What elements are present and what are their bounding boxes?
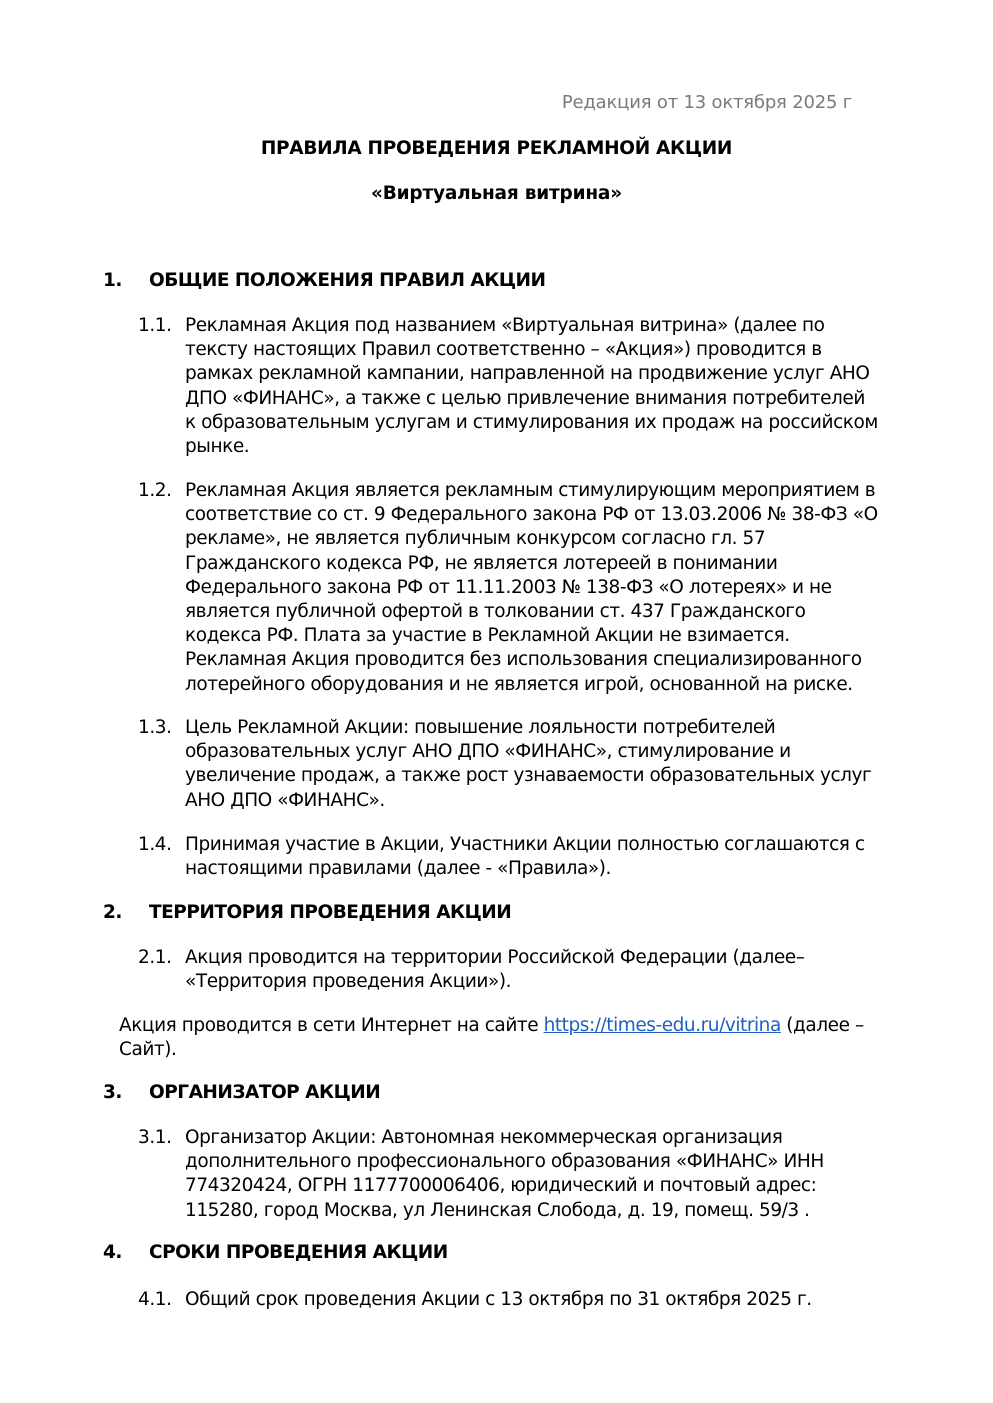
- section-number: 2.: [103, 902, 122, 923]
- clause-text: Рекламная Акция является рекламным стимулирующим мероприятием в соответствие со ст. 9 Федерального закона РФ от 13.03.2006 № 38-ФЗ «О рекламе», не является публичным конкурсом согласно гл. 57 Гражданского кодекса РФ, не является лотереей в понимании Федерального закона РФ от 11.11.2003 № 138-ФЗ «О лотереях» и не является публичной офертой в толковании ст. 437 Гражданского кодекса РФ. Плата за участие в Рекламной Акции не взимается. Рекламная Акция проводится без использования специализированного лотерейного оборудования и не является игрой, основанной на риске.: [185, 480, 878, 695]
- site-paragraph-text-after: (далее – Сайт).: [119, 1015, 864, 1061]
- section-heading-1: [103, 270, 545, 291]
- clause-text: Акция проводится на территории Российской Федерации (далее– «Территория проведения Акции»).: [185, 947, 805, 993]
- document-subtitle: «Виртуальная витрина»: [371, 183, 622, 204]
- clause-text: Организатор Акции: Автономная некоммерческая организация дополнительного профессионального образования «ФИНАНС» ИНН 774320424, ОГРН 1177700006406, юридический и почтовый адрес: 115280, город Москва, ул Ленинская Слобода, д. 19, помещ. 59/3 .: [185, 1127, 824, 1221]
- document-title: ПРАВИЛА ПРОВЕДЕНИЯ РЕКЛАМНОЙ АКЦИИ: [260, 138, 733, 159]
- site-link[interactable]: https://times-edu.ru/vitrina: [543, 1015, 781, 1036]
- clause-1-2: [138, 479, 878, 697]
- clause-1-3: [138, 716, 878, 813]
- clause-3-1: [138, 1126, 878, 1223]
- clause-number: 3.1.: [138, 1127, 172, 1148]
- section-heading-3: [103, 1082, 380, 1103]
- clause-text: Рекламная Акция под названием «Виртуальная витрина» (далее по тексту настоящих Правил соответственно – «Акция») проводится в рамках рекламной кампании, направленной на продвижение услуг АНО ДПО «ФИНАНС», а также с целью привлечение внимания потребителей к образовательным услугам и стимулирования их продаж на российском рынке.: [185, 315, 878, 458]
- section-number: 4.: [103, 1242, 122, 1263]
- section-title: ОБЩИЕ ПОЛОЖЕНИЯ ПРАВИЛ АКЦИИ: [149, 270, 546, 291]
- clause-text: Принимая участие в Акции, Участники Акции полностью соглашаются с настоящими правилами (далее - «Правила»).: [185, 834, 865, 880]
- section-number: 3.: [103, 1082, 122, 1103]
- clause-text: Цель Рекламной Акции: повышение лояльности потребителей образовательных услуг АНО ДПО «ФИНАНС», стимулирование и увеличение продаж, а также рост узнаваемости образовательных услуг АНО ДПО «ФИНАНС».: [185, 717, 872, 811]
- clause-number: 1.4.: [138, 834, 172, 855]
- section-title: ОРГАНИЗАТОР АКЦИИ: [149, 1082, 381, 1103]
- clause-number: 4.1.: [138, 1289, 172, 1310]
- edition-date: Редакция от 13 октября 2025 г: [561, 92, 852, 113]
- clause-text: Общий срок проведения Акции с 13 октября по 31 октября 2025 г.: [185, 1289, 812, 1310]
- section-title: СРОКИ ПРОВЕДЕНИЯ АКЦИИ: [149, 1242, 448, 1263]
- section-heading-4: [103, 1242, 448, 1263]
- section-heading-2: [103, 902, 511, 923]
- site-paragraph: [119, 1014, 879, 1062]
- section-title: ТЕРРИТОРИЯ ПРОВЕДЕНИЯ АКЦИИ: [149, 902, 512, 923]
- section-number: 1.: [103, 270, 122, 291]
- clause-2-1: [138, 946, 878, 994]
- clause-number: 1.3.: [138, 717, 172, 738]
- clause-number: 1.1.: [138, 315, 172, 336]
- site-paragraph-text: Акция проводится в сети Интернет на сайте: [119, 1015, 544, 1036]
- clause-4-1: [138, 1288, 878, 1312]
- clause-number: 2.1.: [138, 947, 172, 968]
- clause-1-4: [138, 833, 878, 881]
- clause-number: 1.2.: [138, 480, 172, 501]
- clause-1-1: [138, 314, 878, 459]
